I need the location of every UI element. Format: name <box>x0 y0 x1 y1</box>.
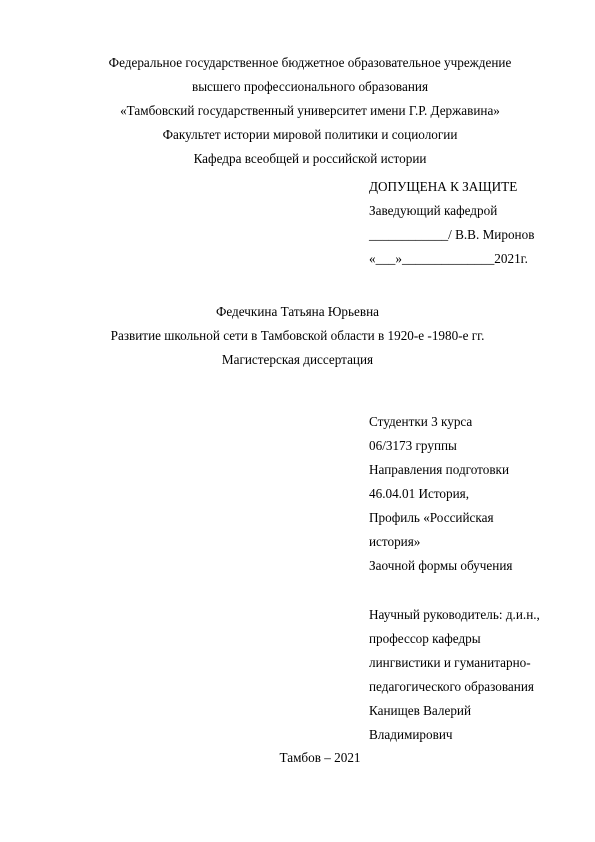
approval-status: ДОПУЩЕНА К ЗАЩИТЕ <box>369 179 518 194</box>
advisor-department: лингвистики и гуманитарно- <box>369 655 531 670</box>
thesis-title: Развитие школьной сети в Тамбовской области в 1920-е -1980-е гг. <box>110 328 485 343</box>
approval-block <box>369 175 534 271</box>
advisor-title: Научный руководитель: д.и.н., <box>369 607 540 622</box>
student-group: 06/3173 группы <box>369 438 457 453</box>
student-course: Студентки 3 курса <box>369 414 473 429</box>
work-type: Магистерская диссертация <box>221 352 374 367</box>
student-direction-code: 46.04.01 История, <box>369 486 470 501</box>
student-direction-label: Направления подготовки <box>369 462 510 477</box>
approval-signature: ____________/ В.В. Миронов <box>369 227 535 242</box>
advisor-department-cont: педагогического образования <box>369 679 534 694</box>
approval-date: «___»______________2021г. <box>369 251 528 266</box>
education-level-line: высшего профессионального образования <box>191 79 429 94</box>
university-name-line: «Тамбовский государственный университет имени Г.Р. Державина» <box>120 103 500 118</box>
student-study-form: Заочной формы обучения <box>369 558 513 573</box>
faculty-line: Факультет истории мировой политики и социологии <box>162 127 458 142</box>
institution-header <box>60 51 560 171</box>
author-name: Федечкина Татьяна Юрьевна <box>215 304 380 319</box>
student-profile: Профиль «Российская <box>369 510 494 525</box>
student-profile-cont: история» <box>369 534 421 549</box>
advisor-patronymic: Владимирович <box>369 727 453 742</box>
city-year: Тамбов – 2021 <box>279 750 361 765</box>
institution-type-line: Федеральное государственное бюджетное образовательное учреждение <box>108 55 512 70</box>
advisor-position: профессор кафедры <box>369 631 481 646</box>
advisor-name: Канищев Валерий <box>369 703 472 718</box>
approval-role: Заведующий кафедрой <box>369 203 498 218</box>
student-info <box>369 410 559 578</box>
thesis-title-block <box>40 300 555 372</box>
advisor-info <box>369 603 569 747</box>
department-line: Кафедра всеобщей и российской истории <box>193 151 427 166</box>
